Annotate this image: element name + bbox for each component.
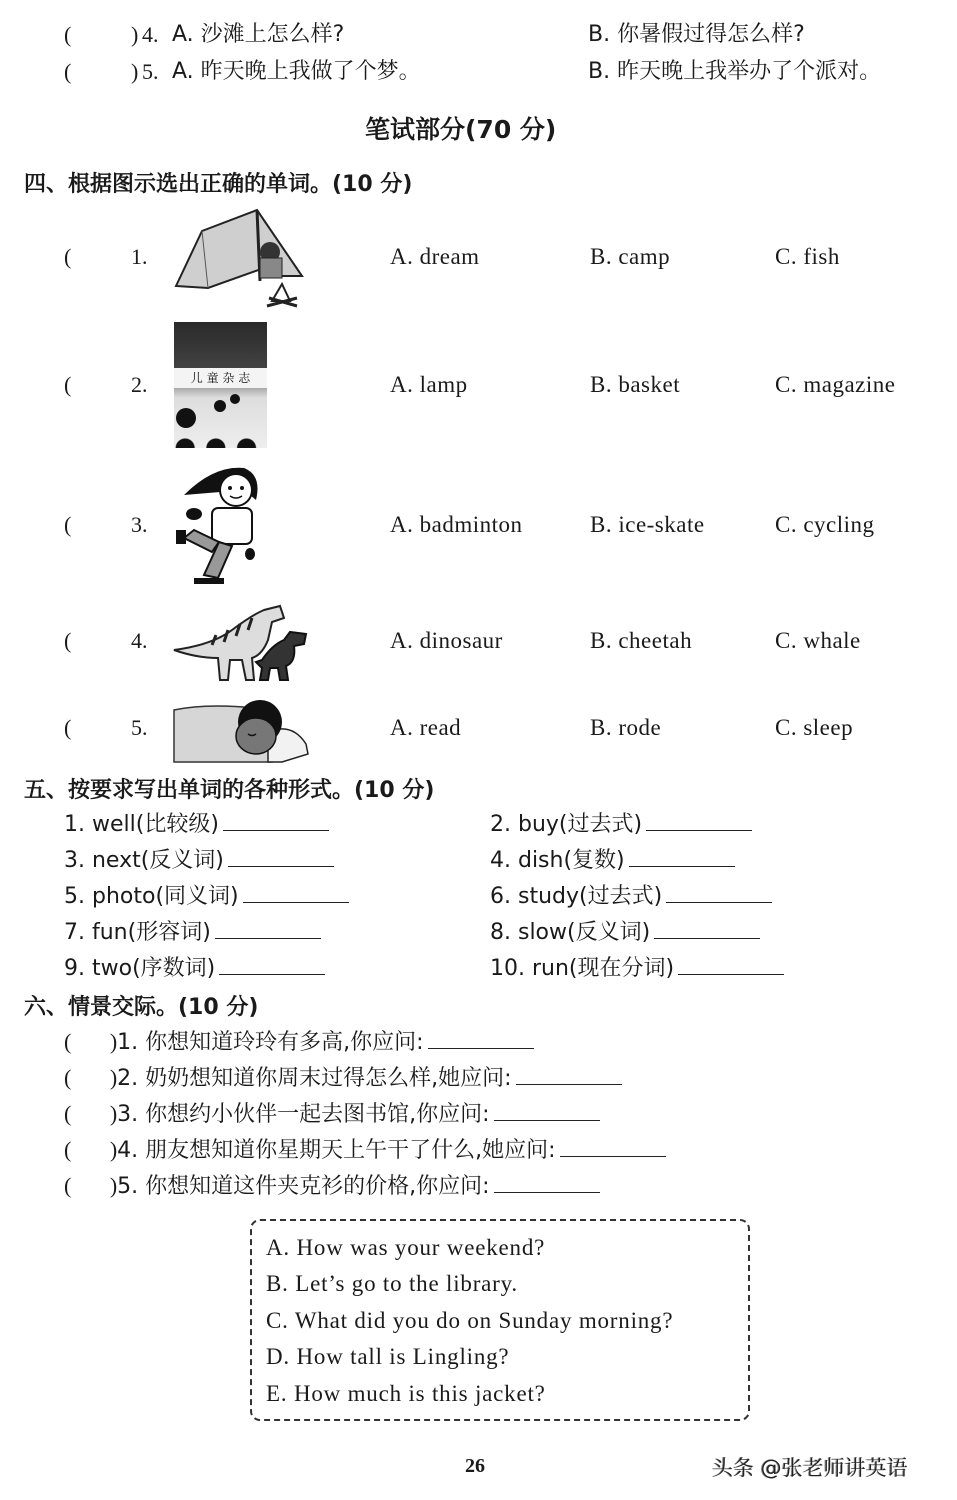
answer-paren[interactable]: ( ) [64,1101,118,1126]
answer-paren-open[interactable]: ( [64,512,72,537]
magazine-picture [174,322,267,448]
dialogue-item: ( )5. 你想知道这件夹克衫的价格,你应问: [64,1172,600,1200]
answer-blank[interactable] [243,882,349,903]
answer-paren-close: ) [131,59,139,84]
answer-blank[interactable] [646,810,752,831]
item-number: 5. [142,59,159,84]
item-number: 1. [131,244,148,269]
answer-blank[interactable] [666,882,772,903]
option-b: B. 你暑假过得怎么样? [588,22,805,47]
word-form-item: 5. photo(同义词) [64,882,349,910]
answer-paren[interactable]: ( ) [64,1173,118,1198]
answer-blank[interactable] [223,810,329,831]
answer-paren-open[interactable]: ( [64,22,72,47]
options-box [250,1219,750,1421]
watermark-text: 头条 @张老师讲英语 [712,1456,908,1480]
word-form-item: 7. fun(形容词) [64,918,321,946]
word-form-item: 2. buy(过去式) [490,810,752,838]
option-b: B. 昨天晚上我举办了个派对。 [588,59,882,84]
option-c: C. sleep [775,715,854,740]
word-form-item: 6. study(过去式) [490,882,772,910]
answer-blank[interactable] [228,846,334,867]
dialogue-item: ( )4. 朋友想知道你星期天上午干了什么,她应问: [64,1136,666,1164]
item-number: 3. [131,512,148,537]
option-c: C. whale [775,628,861,653]
option-c: C. cycling [775,512,875,537]
answer-paren[interactable]: ( ) [64,1029,118,1054]
option-b: B. rode [590,715,662,740]
option-line-b: B. Let’s go to the library. [266,1271,518,1296]
tent-camping-picture [172,206,310,312]
item-number: 2. [131,372,148,397]
section-5-heading: 五、按要求写出单词的各种形式。(10 分) [24,778,435,803]
option-a: A. dream [390,244,480,269]
item-number: 4. [142,22,159,47]
dialogue-item: ( )1. 你想知道玲玲有多高,你应问: [64,1028,534,1056]
answer-paren-open[interactable]: ( [64,715,72,740]
word-form-item: 4. dish(复数) [490,846,735,874]
option-a: A. read [390,715,462,740]
option-c: C. fish [775,244,840,269]
word-form-item: 3. next(反义词) [64,846,334,874]
answer-paren-open[interactable]: ( [64,628,72,653]
answer-blank[interactable] [219,954,325,975]
option-line-c: C. What did you do on Sunday morning? [266,1308,674,1333]
answer-paren-close: ) [131,22,139,47]
answer-blank[interactable] [629,846,735,867]
option-b: B. ice-skate [590,512,705,537]
dialogue-item: ( )2. 奶奶想知道你周末过得怎么样,她应问: [64,1064,622,1092]
answer-blank[interactable] [428,1028,534,1049]
answer-blank[interactable] [560,1136,666,1157]
option-line-d: D. How tall is Lingling? [266,1344,510,1369]
section-4-heading: 四、根据图示选出正确的单词。(10 分) [24,172,413,197]
option-c: C. magazine [775,372,896,397]
option-line-a: A. How was your weekend? [266,1235,546,1260]
option-b: B. cheetah [590,628,693,653]
answer-blank[interactable] [678,954,784,975]
written-part-title: 笔试部分(70 分) [365,115,557,144]
item-number: 5. [131,715,148,740]
option-b: B. camp [590,244,671,269]
answer-blank[interactable] [215,918,321,939]
option-a: A. dinosaur [390,628,503,653]
ice-skating-girl-picture [174,460,266,590]
item-number: 4. [131,628,148,653]
option-a: A. 昨天晚上我做了个梦。 [172,59,421,84]
answer-blank[interactable] [654,918,760,939]
word-form-item: 1. well(比较级) [64,810,329,838]
word-form-item: 8. slow(反义词) [490,918,760,946]
option-line-e: E. How much is this jacket? [266,1381,546,1406]
word-form-item: 10. run(现在分词) [490,954,784,982]
sleeping-boy-picture [172,696,310,764]
option-a: A. badminton [390,512,523,537]
answer-paren-open[interactable]: ( [64,372,72,397]
answer-paren-open[interactable]: ( [64,59,72,84]
page-number: 26 [465,1455,485,1477]
magazine-title-text: 儿 童 杂 志 [174,368,267,388]
answer-paren[interactable]: ( ) [64,1137,118,1162]
word-form-item: 9. two(序数词) [64,954,325,982]
dinosaurs-picture [172,600,312,684]
answer-blank[interactable] [494,1100,600,1121]
dialogue-item: ( )3. 你想约小伙伴一起去图书馆,你应问: [64,1100,600,1128]
option-b: B. basket [590,372,681,397]
option-a: A. 沙滩上怎么样? [172,22,345,47]
section-6-heading: 六、情景交际。(10 分) [24,995,259,1020]
answer-blank[interactable] [516,1064,622,1085]
answer-paren[interactable]: ( ) [64,1065,118,1090]
answer-blank[interactable] [494,1172,600,1193]
option-a: A. lamp [390,372,468,397]
answer-paren-open[interactable]: ( [64,244,72,269]
